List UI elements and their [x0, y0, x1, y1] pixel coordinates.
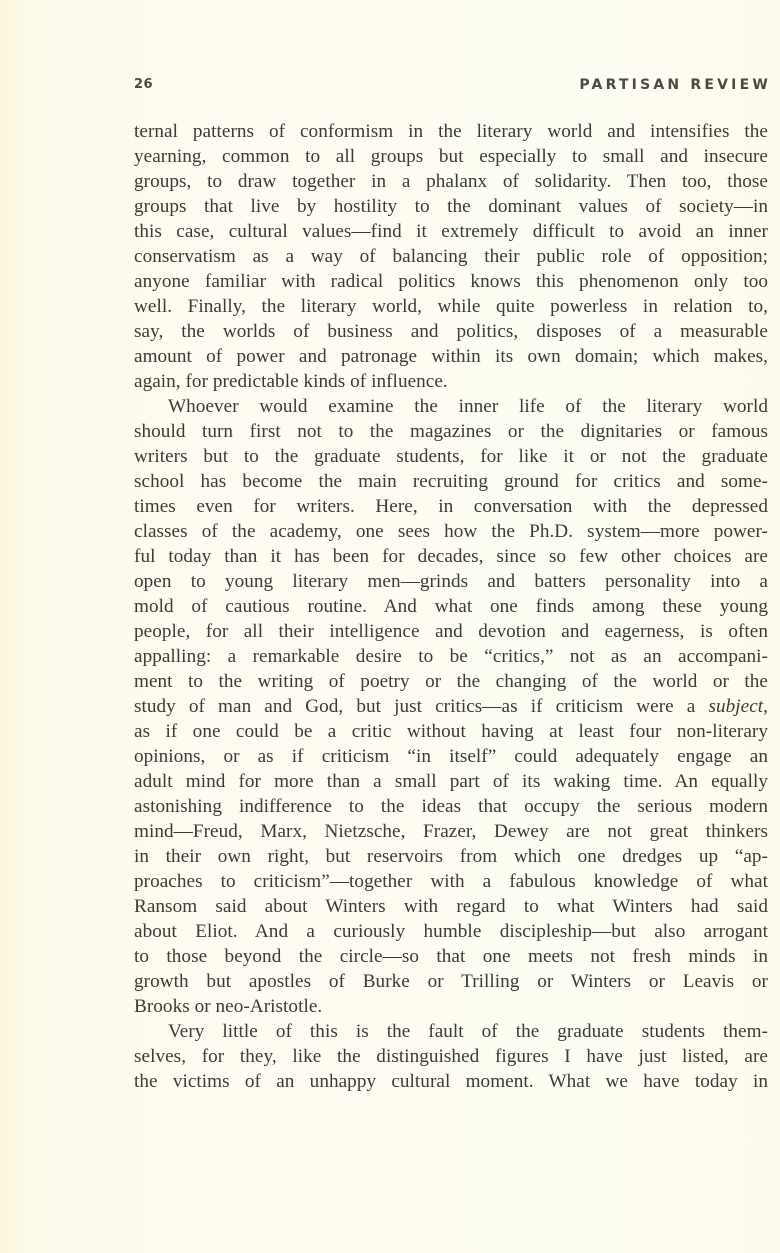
text-line: times even for writers. Here, in conversation with the depressed: [134, 496, 768, 517]
text-line: mind—Freud, Marx, Nietzsche, Frazer, Dewey are not great thinkers: [134, 821, 768, 842]
text-line: opinions, or as if criticism “in itself” could adequately engage an: [134, 746, 768, 767]
text-line: should turn first not to the magazines or the dignitaries or famous: [134, 421, 768, 442]
text-line: classes of the academy, one sees how the Ph.D. system—more power-: [134, 521, 768, 542]
text-line: about Eliot. And a curiously humble discipleship—but also arrogant: [134, 921, 768, 942]
text-segment: study of man and God, but just critics—as if criticism were a: [134, 696, 709, 717]
text-line: appalling: a remarkable desire to be “critics,” not as an accompani-: [134, 646, 768, 667]
text-line: mold of cautious routine. And what one finds among these young: [134, 596, 768, 617]
text-line: Whoever would examine the inner life of the literary world: [168, 396, 768, 417]
body-text: [134, 119, 768, 1094]
text-line: as if one could be a critic without having at least four non-literary: [134, 721, 768, 742]
text-line: to those beyond the circle—so that one meets not fresh minds in: [134, 946, 768, 967]
paragraph-3: [134, 1019, 768, 1094]
text-line: yearning, common to all groups but especially to small and insecure: [134, 146, 768, 167]
text-line: ful today than it has been for decades, since so few other choices are: [134, 546, 768, 567]
text-line: astonishing indifference to the ideas that occupy the serious modern: [134, 796, 768, 817]
text-line: say, the worlds of business and politics, disposes of a measurable: [134, 321, 768, 342]
text-line: well. Finally, the literary world, while quite powerless in relation to,: [134, 296, 768, 317]
text-line: ment to the writing of poetry or the changing of the world or the: [134, 671, 768, 692]
text-line-with-italic: [134, 694, 768, 719]
page-number: 26: [134, 77, 154, 92]
text-segment: ,: [763, 696, 768, 717]
text-line: adult mind for more than a small part of its waking time. An equally: [134, 771, 768, 792]
running-head: [134, 77, 771, 97]
text-line: groups that live by hostility to the dominant values of society—in: [134, 196, 768, 217]
paragraph-1: [134, 119, 768, 394]
journal-title: PARTISAN REVIEW: [579, 77, 771, 93]
text-line: people, for all their intelligence and devotion and eagerness, is often: [134, 621, 768, 642]
text-line: growth but apostles of Burke or Trilling or Winters or Leavis or: [134, 971, 768, 992]
paragraph-2: [134, 394, 768, 1019]
text-line: this case, cultural values—find it extremely difficult to avoid an inner: [134, 221, 768, 242]
text-line: in their own right, but reservoirs from which one dredges up “ap-: [134, 846, 768, 867]
text-line: writers but to the graduate students, for like it or not the graduate: [134, 446, 768, 467]
text-line: Ransom said about Winters with regard to what Winters had said: [134, 896, 768, 917]
text-line: proaches to criticism”—together with a fabulous knowledge of what: [134, 871, 768, 892]
text-line: selves, for they, like the distinguished figures I have just listed, are: [134, 1046, 768, 1067]
text-line: conservatism as a way of balancing their public role of opposition;: [134, 246, 768, 267]
text-line: the victims of an unhappy cultural moment. What we have today in: [134, 1071, 768, 1092]
text-line: groups, to draw together in a phalanx of solidarity. Then too, those: [134, 171, 768, 192]
text-line: amount of power and patronage within its own domain; which makes,: [134, 346, 768, 367]
text-line: ternal patterns of conformism in the literary world and intensifies the: [134, 121, 768, 142]
text-line: again, for predictable kinds of influence.: [134, 371, 448, 392]
text-line: Brooks or neo-Aristotle.: [134, 996, 323, 1017]
italic-emphasis: subject: [708, 696, 764, 717]
text-line: Very little of this is the fault of the graduate students them-: [168, 1021, 768, 1042]
text-line: anyone familiar with radical politics knows this phenomenon only too: [134, 271, 768, 292]
text-line: open to young literary men—grinds and batters personality into a: [134, 571, 768, 592]
text-line: school has become the main recruiting ground for critics and some-: [134, 471, 768, 492]
